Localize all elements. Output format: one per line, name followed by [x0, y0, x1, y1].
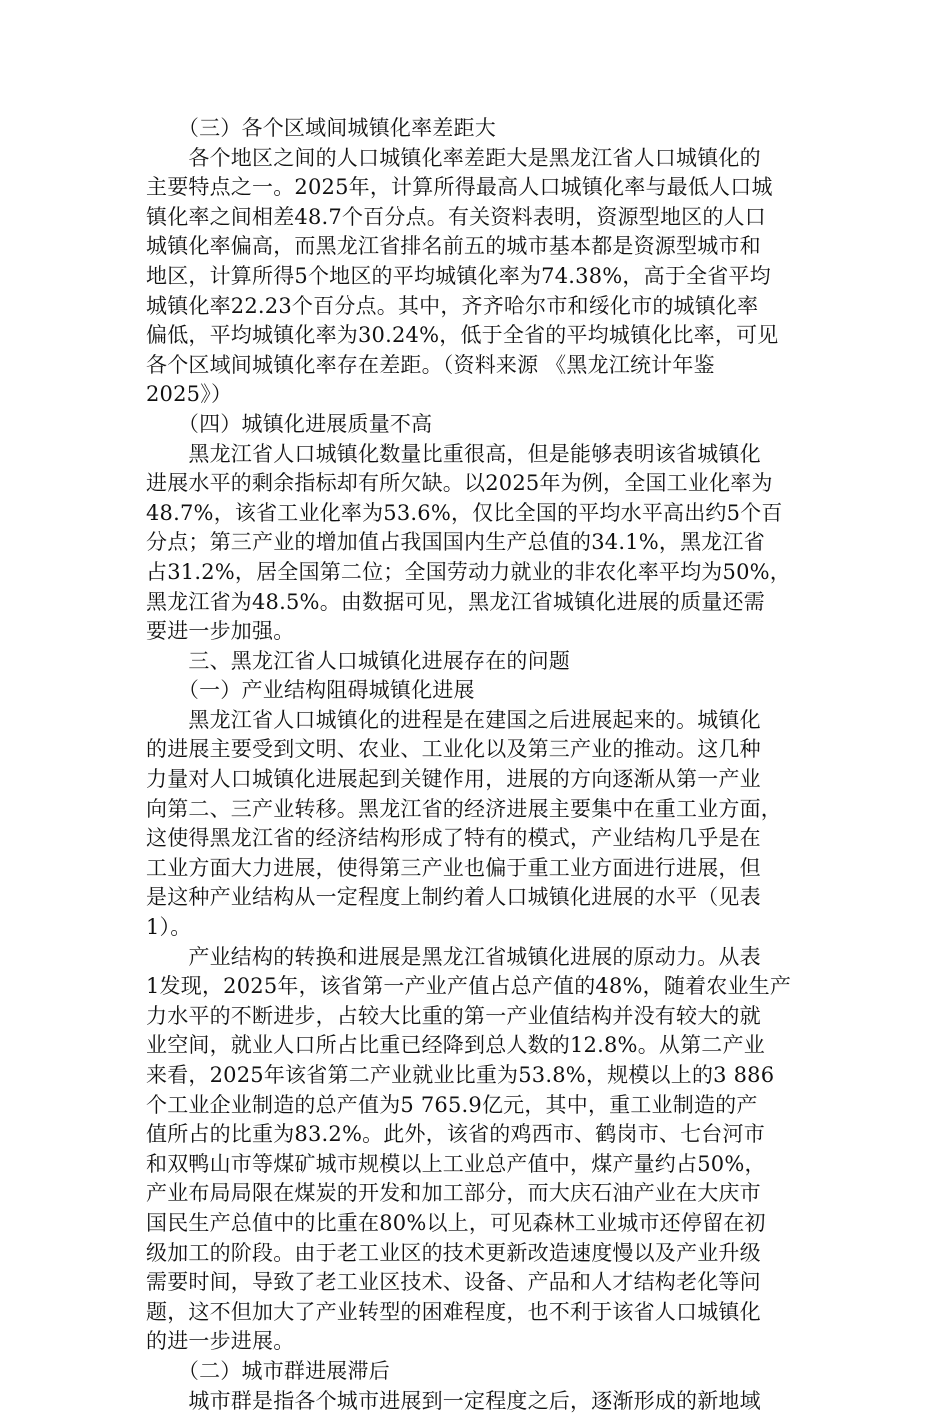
paragraph-line: 个工业企业制造的总产值为5 765.9亿元，其中，重工业制造的产 [146, 1092, 758, 1117]
paragraph-line: 需要时间，导致了老工业区技术、设备、产品和人才结构老化等问 [146, 1270, 761, 1295]
paragraph-line: 黑龙江省为48.5%。由数据可见，黑龙江省城镇化进展的质量还需 [146, 589, 765, 614]
paragraph-line: 城镇化率偏高，而黑龙江省排名前五的城市基本都是资源型城市和 [146, 234, 761, 259]
paragraph-line: 黑龙江省人口城镇化的进程是在建国之后进展起来的。城镇化 [146, 707, 761, 732]
paragraph-line: 和双鸭山市等煤矿城市规模以上工业总产值中，煤产量约占50%， [146, 1151, 766, 1176]
section-heading-quality: （四）城镇化进展质量不高 [146, 411, 433, 436]
section-heading-city-clusters: （二）城市群进展滞后 [146, 1358, 390, 1383]
paragraph-line: 主要特点之一。2025年，计算所得最高人口城镇化率与最低人口城 [146, 175, 773, 200]
paragraph-line: 2025》） [146, 382, 233, 407]
paragraph-line: 力水平的不断进步，占较大比重的第一产业值结构并没有较大的就 [146, 1003, 761, 1028]
paragraph-line: 地区，计算所得5个地区的平均城镇化率为74.38%，高于全省平均 [146, 263, 771, 288]
paragraph-line: 占31.2%，居全国第二位；全国劳动力就业的非农化率平均为50%， [146, 559, 791, 584]
paragraph-line: 要进一步加强。 [146, 619, 295, 644]
paragraph-line: 各个区域间城镇化率存在差距。（资料来源 《黑龙江统计年鉴 [146, 352, 715, 377]
paragraph-line: 1发现，2025年，该省第一产业产值占总产值的48%，随着农业生产 [146, 974, 792, 999]
paragraph-line: 各个地区之间的人口城镇化率差距大是黑龙江省人口城镇化的 [146, 145, 761, 170]
paragraph-line: 城镇化率22.23个百分点。其中，齐齐哈尔市和绥化市的城镇化率 [146, 293, 759, 318]
paragraph-line: 题，这不但加大了产业转型的困难程度，也不利于该省人口城镇化 [146, 1299, 761, 1324]
document-body [146, 114, 806, 1416]
paragraph-line: 国民生产总值中的比重在80%以上，可见森林工业城市还停留在初 [146, 1210, 766, 1235]
paragraph-line: 是这种产业结构从一定程度上制约着人口城镇化进展的水平（见表 [146, 885, 761, 910]
paragraph-line: 进展水平的剩余指标却有所欠缺。以2025年为例，全国工业化率为 [146, 471, 773, 496]
paragraph-line: 值所占的比重为83.2%。此外，该省的鸡西市、鹤岗市、七台河市 [146, 1122, 765, 1147]
paragraph-line: 的进展主要受到文明、农业、工业化以及第三产业的推动。这几种 [146, 737, 761, 762]
paragraph-line: 产业布局局限在煤炭的开发和加工部分，而大庆石油产业在大庆市 [146, 1181, 761, 1206]
paragraph-line: 力量对人口城镇化进展起到关键作用，进展的方向逐渐从第一产业 [146, 767, 761, 792]
paragraph-line: 48.7%，该省工业化率为53.6%，仅比全国的平均水平高出约5个百 [146, 500, 783, 525]
paragraph-line: 业空间，就业人口所占比重已经降到总人数的12.8%。从第二产业 [146, 1033, 765, 1058]
paragraph-line: 向第二、三产业转移。黑龙江省的经济进展主要集中在重工业方面， [146, 796, 782, 821]
paragraph-line: 城市群是指各个城市进展到一定程度之后，逐渐形成的新地域 [146, 1388, 761, 1413]
paragraph-line: 这使得黑龙江省的经济结构形成了特有的模式，产业结构几乎是在 [146, 826, 761, 851]
section-heading-regional-gap: （三）各个区域间城镇化率差距大 [146, 116, 496, 140]
paragraph-line: 1）。 [146, 915, 192, 940]
paragraph-line: 偏低，平均城镇化率为30.24%，低于全省的平均城镇化比率，可见 [146, 323, 779, 348]
paragraph-line: 来看，2025年该省第二产业就业比重为53.8%，规模以上的3 886 [146, 1063, 775, 1087]
paragraph-line: 级加工的阶段。由于老工业区的技术更新改造速度慢以及产业升级 [146, 1240, 761, 1265]
paragraph-line: 工业方面大力进展，使得第三产业也偏于重工业方面进行进展，但 [146, 855, 761, 880]
section-heading-industry-structure: （一）产业结构阻碍城镇化进展 [146, 678, 475, 703]
paragraph-line: 产业结构的转换和进展是黑龙江省城镇化进展的原动力。从表 [146, 944, 761, 969]
chapter-heading-problems: 三、黑龙江省人口城镇化进展存在的问题 [146, 648, 570, 673]
paragraph-line: 分点；第三产业的增加值占我国国内生产总值的34.1%，黑龙江省 [146, 530, 765, 555]
paragraph-line: 的进一步进展。 [146, 1329, 295, 1354]
paragraph-line: 镇化率之间相差48.7个百分点。有关资料表明，资源型地区的人口 [146, 204, 766, 229]
paragraph-line: 黑龙江省人口城镇化数量比重很高，但是能够表明该省城镇化 [146, 441, 761, 466]
